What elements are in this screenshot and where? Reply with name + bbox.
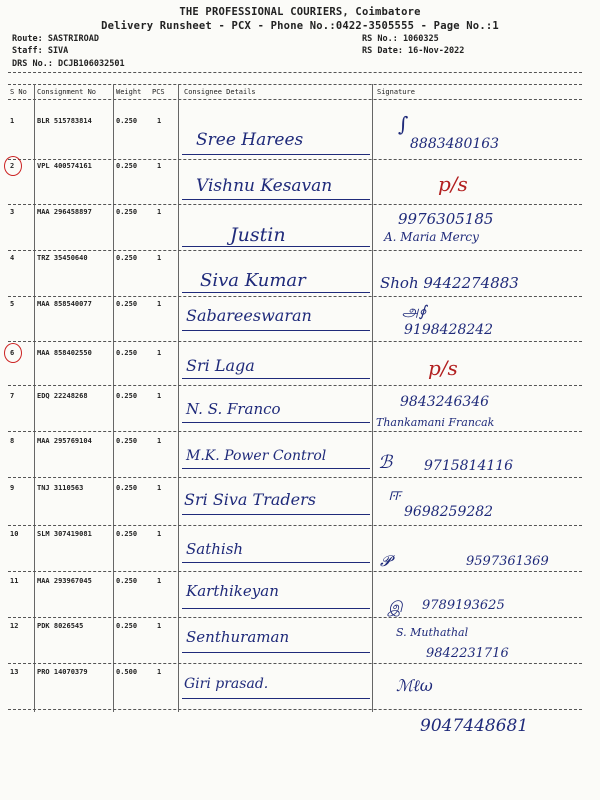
- row-sno: 10: [10, 530, 19, 538]
- signature-name: A. Maria Mercy: [384, 230, 479, 244]
- table-top-rule: [8, 84, 582, 85]
- row-divider: [8, 477, 582, 478]
- writing-line: [182, 468, 370, 469]
- row-divider: [8, 296, 582, 297]
- consignee-name: Sree Harees: [196, 130, 304, 150]
- row-weight: 0.250: [116, 300, 138, 308]
- writing-line: [182, 562, 370, 563]
- row-divider: [8, 341, 582, 342]
- row-weight: 0.250: [116, 577, 138, 585]
- row-sno: 7: [10, 392, 15, 400]
- row-weight: 0.250: [116, 349, 138, 357]
- col-header-weight: Weight: [116, 88, 142, 96]
- writing-line: [182, 199, 370, 200]
- row-sno: 11: [10, 577, 19, 585]
- row-sno: 13: [10, 668, 19, 676]
- signature-text: 9843246346: [400, 394, 490, 410]
- writing-line: [182, 698, 370, 699]
- signature-text: 9842231716: [426, 646, 509, 661]
- pls-mark: p/s: [428, 356, 458, 380]
- rs-number: RS No.: 1060325: [362, 34, 439, 44]
- signature-name: Thankamani Francak: [376, 416, 495, 429]
- row-sno: 1: [10, 117, 15, 125]
- row-weight: 0.250: [116, 437, 138, 445]
- row-consignment: EDQ 22248268: [37, 392, 88, 400]
- row-sno: 9: [10, 484, 15, 492]
- row-sno: 6: [10, 349, 15, 357]
- col-header-consignment: Consignment No: [37, 88, 97, 96]
- row-weight: 0.250: [116, 162, 138, 170]
- signature-text: 8883480163: [410, 136, 500, 152]
- consignee-name: Karthikeyan: [186, 582, 279, 600]
- row-weight: 0.250: [116, 392, 138, 400]
- signature-text: 9597361369: [466, 554, 549, 569]
- signature-text: 9198428242: [404, 322, 494, 338]
- signature-text: 9698259282: [404, 504, 494, 520]
- row-weight: 0.500: [116, 668, 138, 676]
- row-divider: [8, 571, 582, 572]
- row-pcs: 1: [157, 208, 162, 216]
- row-consignment: MAA 293967045: [37, 577, 92, 585]
- row-divider: [8, 204, 582, 205]
- drs-number: DRS No.: DCJB106032501: [12, 59, 125, 69]
- row-sno: 12: [10, 622, 19, 630]
- consignee-name: N. S. Franco: [186, 400, 281, 418]
- writing-line: [182, 330, 370, 331]
- consignee-name: Siva Kumar: [200, 270, 306, 291]
- signature-text: Shoh 9442274883: [380, 274, 519, 292]
- writing-line: [182, 378, 370, 379]
- col-header-pcs: PCS: [152, 88, 165, 96]
- consignee-name: Senthuraman: [186, 628, 290, 646]
- row-consignment: TRZ 35450640: [37, 254, 88, 262]
- row-weight: 0.250: [116, 208, 138, 216]
- writing-line: [182, 514, 370, 515]
- col-header-details: Consignee Details: [184, 88, 256, 96]
- row-pcs: 1: [157, 622, 162, 630]
- row-divider: [8, 709, 582, 710]
- consignee-name: Sri Laga: [186, 356, 255, 375]
- consignee-name: Sathish: [186, 540, 244, 558]
- signature-scribble: ஈ: [388, 484, 401, 505]
- signature-text: 9789193625: [422, 598, 505, 613]
- signature-text: 9715814116: [424, 458, 514, 474]
- row-pcs: 1: [157, 484, 162, 492]
- runsheet-subtitle: Delivery Runsheet - PCX - Phone No.:0422-3505555 - Page No.:1: [101, 20, 499, 32]
- row-divider: [8, 431, 582, 432]
- header-divider: [8, 72, 582, 73]
- row-pcs: 1: [157, 530, 162, 538]
- row-pcs: 1: [157, 254, 162, 262]
- row-consignment: MAA 295769104: [37, 437, 92, 445]
- row-pcs: 1: [157, 117, 162, 125]
- row-weight: 0.250: [116, 530, 138, 538]
- row-pcs: 1: [157, 392, 162, 400]
- row-weight: 0.250: [116, 484, 138, 492]
- signature-name: S. Muthathal: [396, 626, 469, 639]
- signature-scribble: இ: [388, 598, 403, 616]
- row-consignment: VPL 400574161: [37, 162, 92, 170]
- signature-text: 9976305185: [398, 210, 494, 228]
- row-consignment: PDK 8026545: [37, 622, 84, 630]
- row-consignment: MAA 858540077: [37, 300, 92, 308]
- row-sno: 5: [10, 300, 15, 308]
- row-weight: 0.250: [116, 117, 138, 125]
- row-consignment: TNJ 3110563: [37, 484, 84, 492]
- row-sno: 4: [10, 254, 15, 262]
- row-consignment: PRO 14070379: [37, 668, 88, 676]
- route-label: Route: SASTRIROAD: [12, 34, 99, 44]
- writing-line: [182, 154, 370, 155]
- writing-line: [182, 292, 370, 293]
- consignee-name: Sri Siva Traders: [184, 490, 316, 509]
- row-weight: 0.250: [116, 622, 138, 630]
- col-header-sno: S No: [10, 88, 27, 96]
- row-consignment: SLM 307419081: [37, 530, 92, 538]
- writing-line: [182, 652, 370, 653]
- row-divider: [8, 250, 582, 251]
- row-weight: 0.250: [116, 254, 138, 262]
- signature-scribble: ∫: [398, 112, 409, 136]
- signature-scribble: 𝓟: [380, 552, 391, 570]
- rs-date: RS Date: 16-Nov-2022: [362, 46, 465, 56]
- row-consignment: MAA 858402550: [37, 349, 92, 357]
- signature-scribble: அ∮: [402, 302, 427, 320]
- column-header-rule: [8, 99, 582, 100]
- row-divider: [8, 159, 582, 160]
- row-pcs: 1: [157, 300, 162, 308]
- row-divider: [8, 385, 582, 386]
- row-pcs: 1: [157, 162, 162, 170]
- writing-line: [182, 246, 370, 247]
- consignee-name: Sabareeswaran: [186, 306, 312, 325]
- signature-text: 9047448681: [420, 716, 529, 736]
- signature-scribble: ℳℓω: [396, 676, 433, 695]
- writing-line: [182, 608, 370, 609]
- row-divider: [8, 617, 582, 618]
- row-sno: 3: [10, 208, 15, 216]
- signature-scribble: ℬ: [378, 452, 393, 473]
- row-pcs: 1: [157, 577, 162, 585]
- row-sno: 2: [10, 162, 15, 170]
- row-consignment: BLR 515783814: [37, 117, 92, 125]
- row-divider: [8, 663, 582, 664]
- row-pcs: 1: [157, 437, 162, 445]
- consignee-name: Justin: [230, 224, 286, 246]
- col-header-signature: Signature: [377, 88, 415, 96]
- consignee-name: Vishnu Kesavan: [196, 176, 333, 196]
- writing-line: [182, 422, 370, 423]
- row-pcs: 1: [157, 349, 162, 357]
- pls-mark: p/s: [438, 172, 468, 196]
- row-consignment: MAA 296458897: [37, 208, 92, 216]
- staff-label: Staff: SIVA: [12, 46, 69, 56]
- consignee-name: Giri prasad.: [184, 676, 269, 692]
- row-sno: 8: [10, 437, 15, 445]
- consignee-name: M.K. Power Control: [186, 448, 327, 464]
- row-pcs: 1: [157, 668, 162, 676]
- company-title: THE PROFESSIONAL COURIERS, Coimbatore: [179, 6, 421, 18]
- row-divider: [8, 525, 582, 526]
